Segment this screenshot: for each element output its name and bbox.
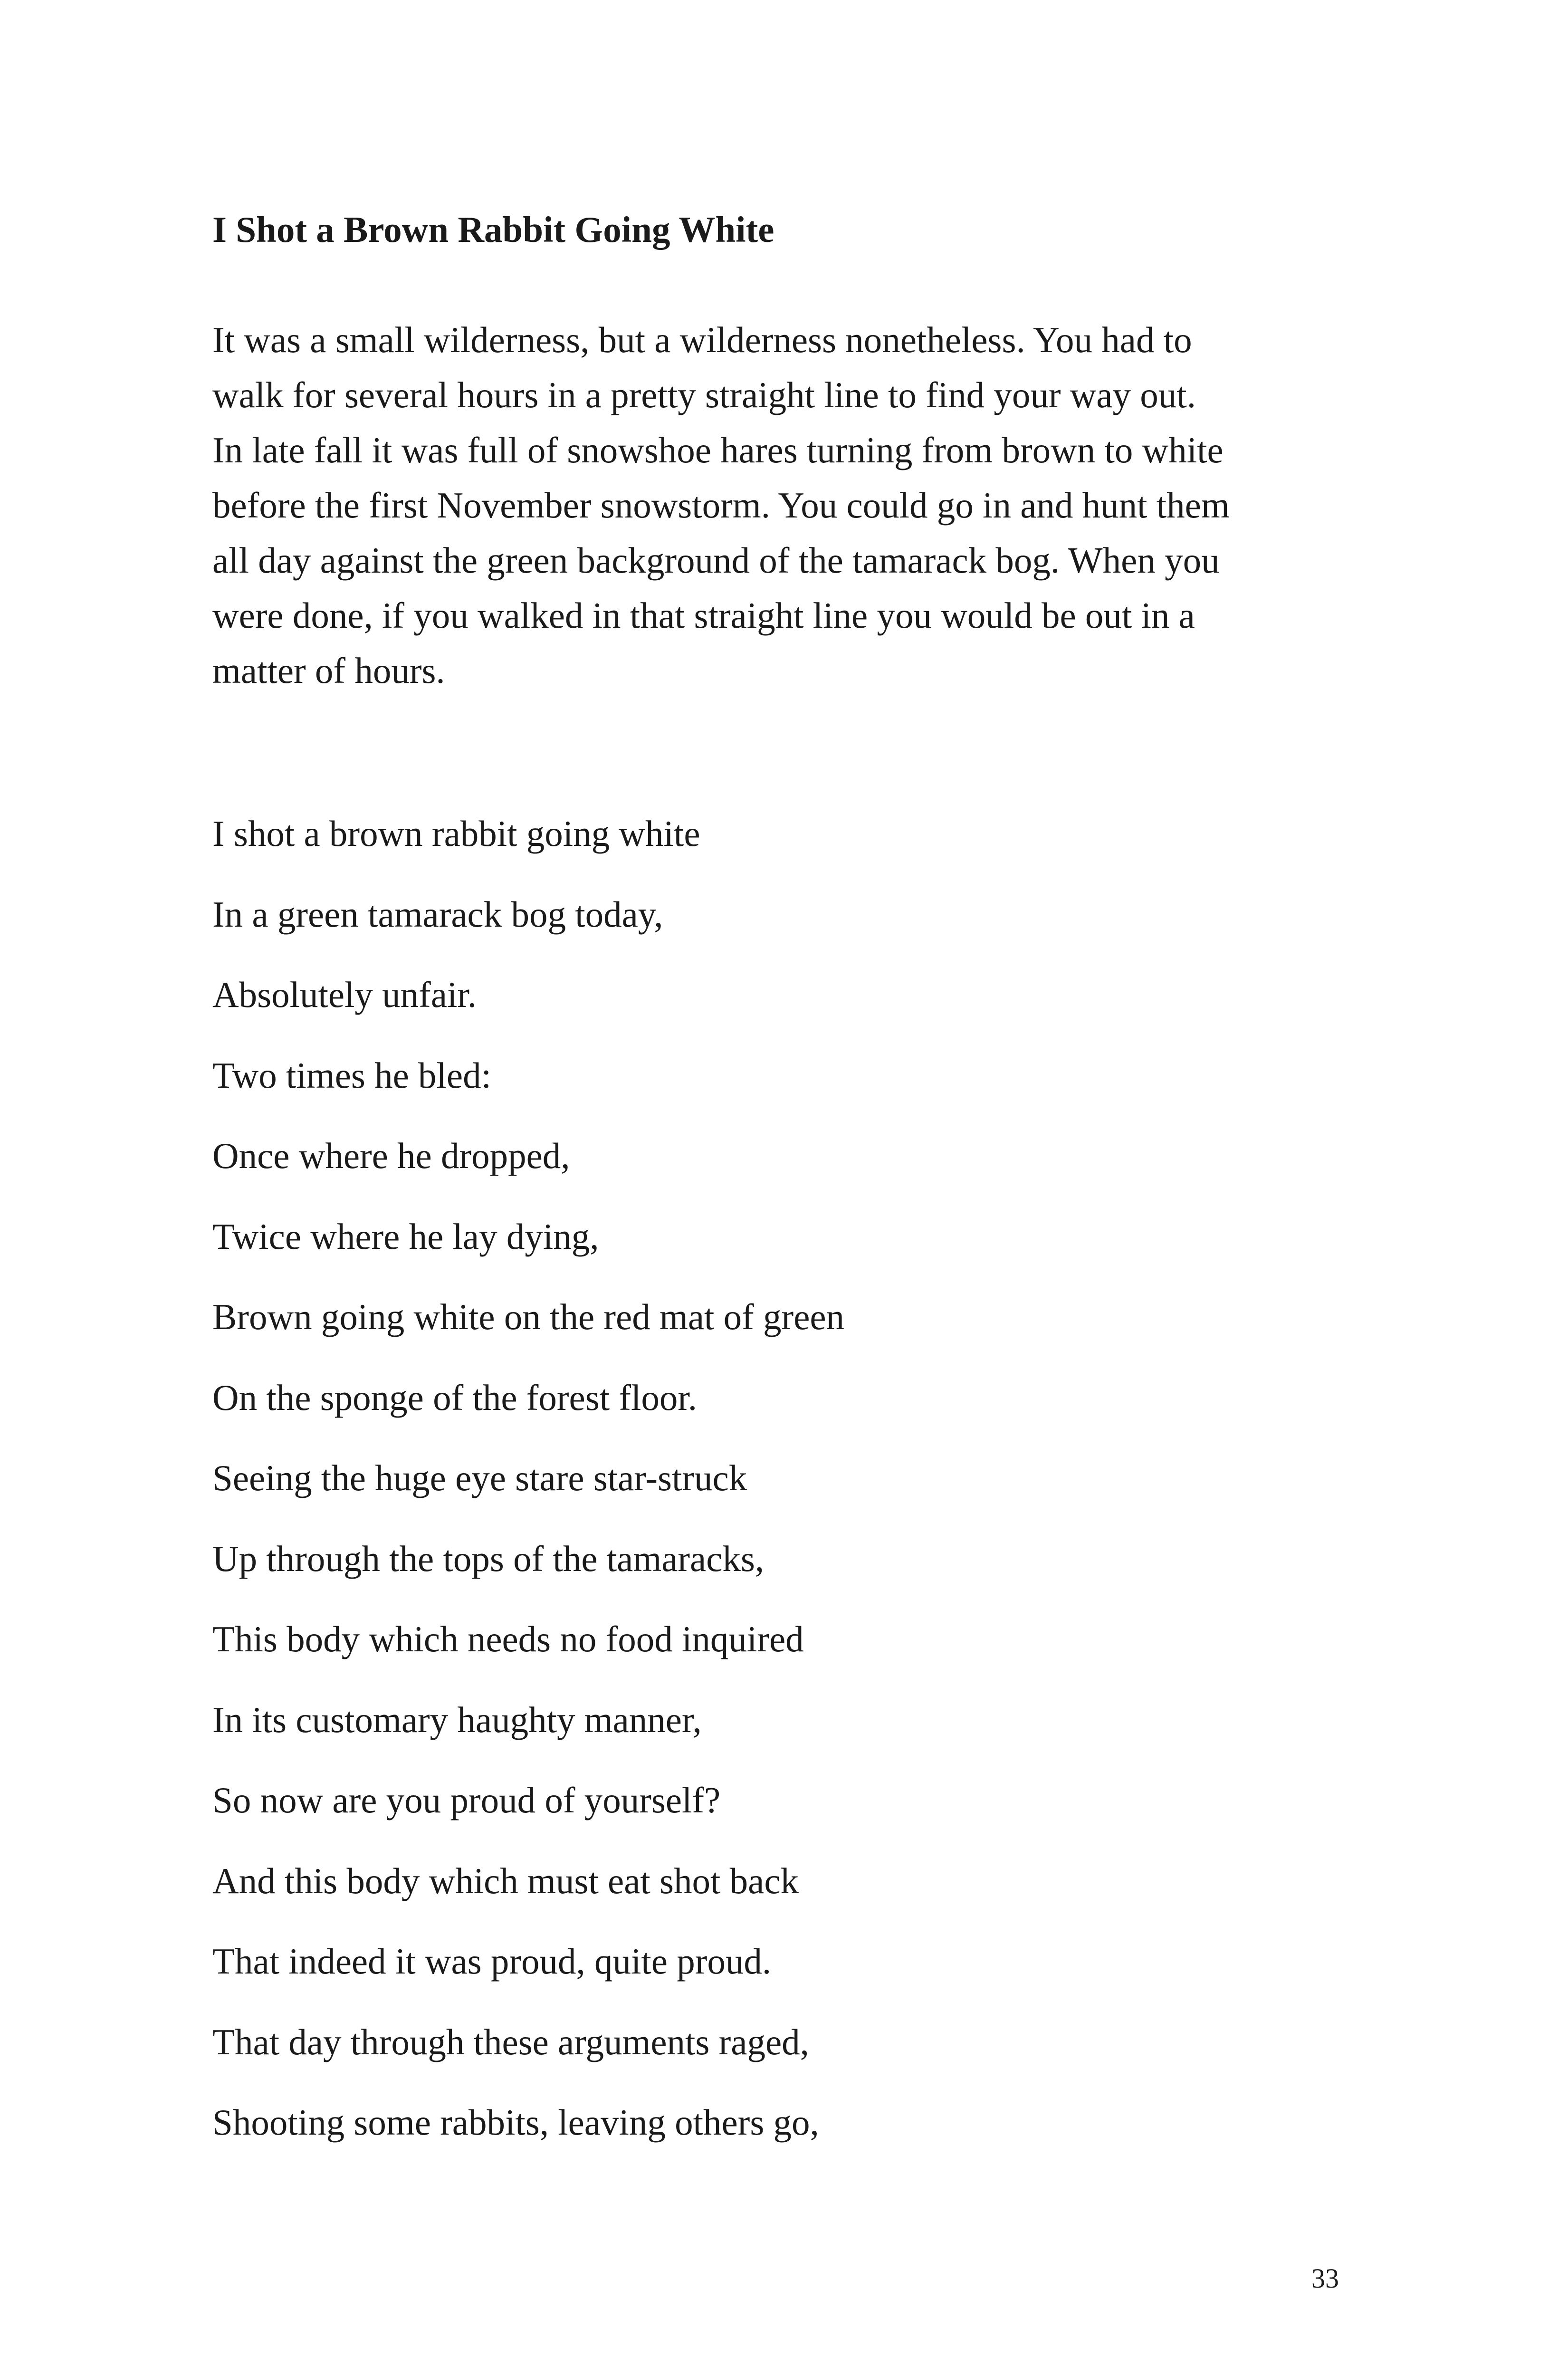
poem-line: Once where he dropped, [212,1135,570,1176]
poem-line: And this body which must eat shot back [212,1860,799,1901]
poem-line: Seeing the huge eye stare star-struck [212,1457,747,1498]
poem-line: That indeed it was proud, quite proud. [212,1941,772,1982]
poem-line: Absolutely unfair. [212,974,477,1015]
poem-line: In its customary haughty manner, [212,1699,702,1740]
prose-line: were done, if you walked in that straight line you would be out in a [212,595,1195,636]
poem-line: This body which needs no food inquired [212,1619,804,1659]
poem-line: Two times he bled: [212,1054,491,1096]
poem-line: In a green tamarack bog today, [212,893,663,935]
prose-line: before the first November snowstorm. You could go in and hunt them [212,485,1230,526]
poem-body [212,794,1381,2163]
poem-line: I shot a brown rabbit going white [212,813,700,854]
poem-line: Up through the tops of the tamaracks, [212,1538,765,1579]
prose-line: In late fall it was full of snowshoe hares turning from brown to white [212,430,1224,470]
prose-introduction [212,312,1381,698]
poem-line: That day through these arguments raged, [212,2021,809,2062]
prose-line: all day against the green background of the tamarack bog. When you [212,540,1220,581]
prose-line: It was a small wilderness, but a wilderness nonetheless. You had to [212,319,1192,360]
poem-line: Brown going white on the red mat of green [212,1296,845,1337]
poem-line: On the sponge of the forest floor. [212,1377,698,1418]
poem-line: Shooting some rabbits, leaving others go, [212,2102,819,2143]
prose-line: matter of hours. [212,650,445,691]
prose-line: walk for several hours in a pretty straight line to find your way out. [212,374,1196,415]
page-number: 33 [1311,2263,1339,2294]
poem-line: So now are you proud of yourself? [212,1780,721,1820]
poem-title: I Shot a Brown Rabbit Going White [212,209,774,250]
poem-line: Twice where he lay dying, [212,1216,599,1257]
